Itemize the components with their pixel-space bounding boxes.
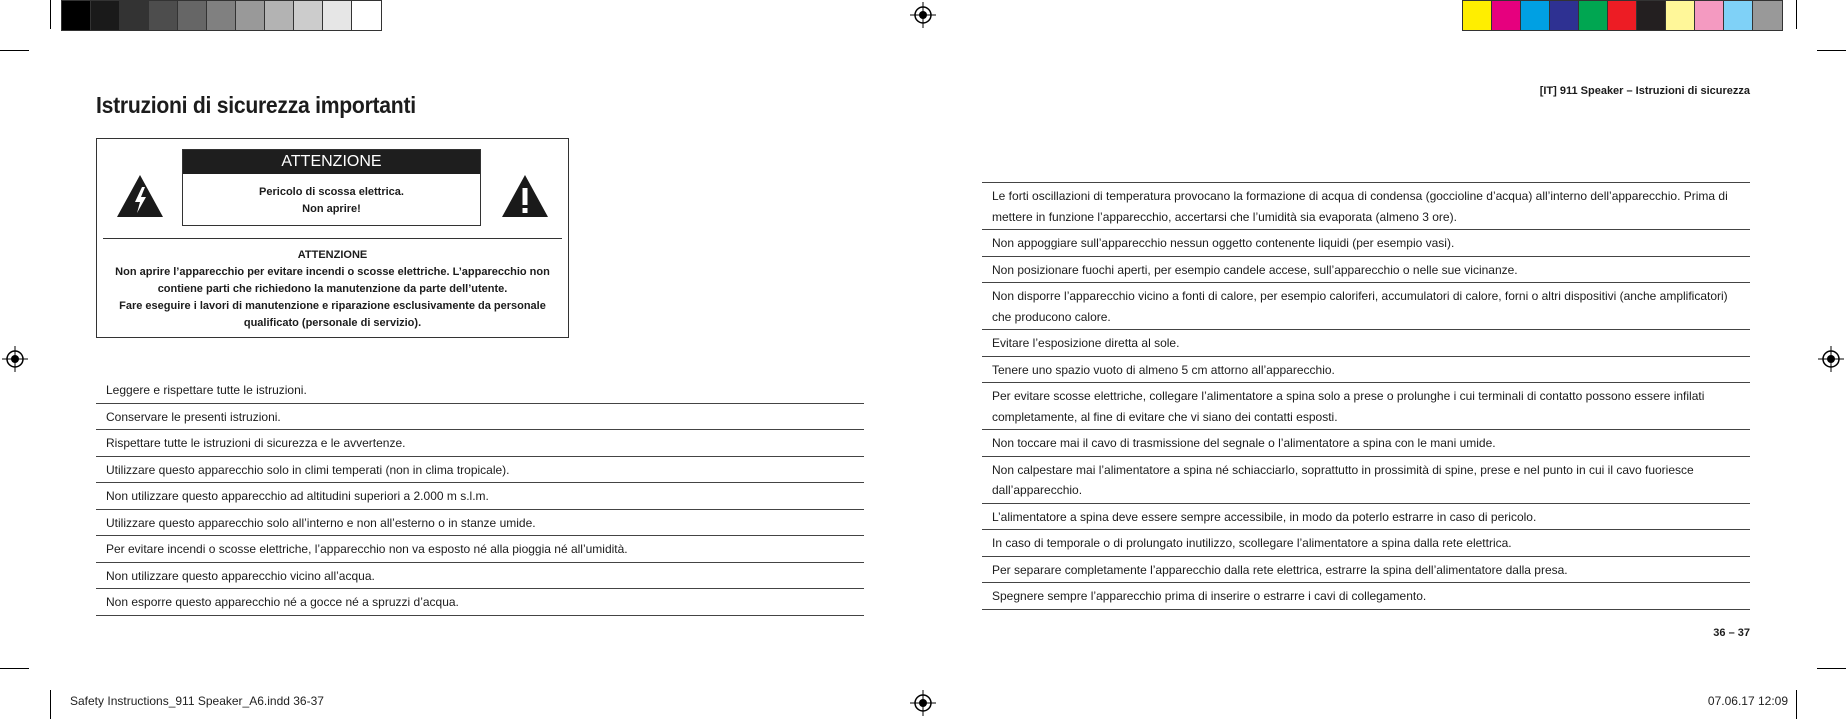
list-item: Non esporre questo apparecchio né a gocce né a spruzzi d’acqua.	[96, 589, 864, 616]
color-swatch	[207, 1, 236, 30]
running-head: [IT] 911 Speaker – Istruzioni di sicurezza	[1539, 85, 1750, 97]
color-swatch	[323, 1, 352, 30]
color-swatch	[1753, 1, 1782, 30]
list-item: Tenere uno spazio vuoto di almeno 5 cm attorno all’apparecchio.	[982, 357, 1750, 384]
color-swatch	[265, 1, 294, 30]
warning-text-line: Non aprire l’apparecchio per evitare incendi o scosse elettriche. L’apparecchio non	[115, 266, 550, 278]
exclamation-warning-icon	[500, 173, 550, 219]
color-swatch	[62, 1, 91, 30]
color-swatch	[294, 1, 323, 30]
registration-mark-icon	[2, 346, 28, 372]
list-item: Non utilizzare questo apparecchio vicino all’acqua.	[96, 563, 864, 590]
list-item: Utilizzare questo apparecchio solo in climi temperati (non in clima tropicale).	[96, 457, 864, 484]
warning-header: ATTENZIONE	[183, 150, 480, 174]
color-swatch	[1608, 1, 1637, 30]
page-numbers: 36 – 37	[1713, 627, 1750, 639]
list-item: Evitare l’esposizione diretta al sole.	[982, 330, 1750, 357]
list-item: Non posizionare fuochi aperti, per esempio candele accese, sull’apparecchio o nelle sue vicinanze.	[982, 257, 1750, 284]
list-item: Non appoggiare sull’apparecchio nessun oggetto contenente liquidi (per esempio vasi).	[982, 230, 1750, 257]
crop-mark	[1817, 668, 1846, 669]
color-swatch	[91, 1, 120, 30]
page-title: Istruzioni di sicurezza importanti	[96, 92, 416, 118]
list-item: L’alimentatore a spina deve essere sempre accessibile, in modo da poterlo estrarre in caso di pericolo.	[982, 504, 1750, 531]
crop-mark	[1796, 690, 1797, 719]
color-swatch	[1695, 1, 1724, 30]
color-swatch	[1666, 1, 1695, 30]
list-item: Leggere e rispettare tutte le istruzioni.	[96, 377, 864, 404]
registration-mark-icon	[910, 2, 936, 28]
list-item: Utilizzare questo apparecchio solo all’interno e non all’esterno o in stanze umide.	[96, 510, 864, 537]
safety-list-right	[982, 182, 1750, 610]
list-item: Per separare completamente l’apparecchio dalla rete elettrica, estrarre la spina dell’alimentatore dalla presa.	[982, 557, 1750, 584]
list-item: In caso di temporale o di prolungato inutilizzo, scollegare l’alimentatore a spina dalla rete elettrica.	[982, 530, 1750, 557]
list-item: Spegnere sempre l’apparecchio prima di inserire o estrarre i cavi di collegamento.	[982, 583, 1750, 610]
list-item: Le forti oscillazioni di temperatura provocano la formazione di acqua di condensa (goccioline d’acqua) all’interno dell’apparecchio. Prima di mettere in funzione l’apparecchio, accertarsi che l’umidità sia evaporata (almeno 3 ore).	[982, 183, 1750, 230]
color-swatch	[1637, 1, 1666, 30]
color-swatch	[1550, 1, 1579, 30]
crop-mark	[1817, 50, 1846, 51]
warning-text-line: Fare eseguire i lavori di manutenzione e riparazione esclusivamente da personale	[119, 300, 546, 312]
electric-shock-warning-icon	[115, 173, 165, 219]
crop-mark	[1796, 0, 1797, 29]
warning-label	[182, 149, 481, 226]
slug-date: 07.06.17 12:09	[1707, 694, 1788, 708]
list-item: Per evitare scosse elettriche, collegare l’alimentatore a spina solo a prese o prolunghe i cui terminali di contatto possono essere infilati completamente, al fine di evitare che vi siano dei contatti esposti.	[982, 383, 1750, 430]
divider	[103, 238, 562, 239]
list-item: Non toccare mai il cavo di trasmissione del segnale o l’alimentatore a spina con le mani umide.	[982, 430, 1750, 457]
crop-mark	[50, 0, 51, 29]
color-swatch	[1579, 1, 1608, 30]
warning-line: Non aprire!	[302, 203, 361, 215]
registration-mark-icon	[910, 690, 936, 716]
warning-heading: ATTENZIONE	[297, 249, 368, 261]
color-swatch	[120, 1, 149, 30]
safety-list-left	[96, 377, 864, 616]
color-swatch	[236, 1, 265, 30]
warning-text-line: contiene parti che richiedono la manutenzione da parte dell’utente.	[157, 283, 508, 295]
crop-mark	[0, 668, 29, 669]
color-swatch	[178, 1, 207, 30]
list-item: Conservare le presenti istruzioni.	[96, 404, 864, 431]
grayscale-color-bar	[61, 0, 382, 31]
slug-file-name: Safety Instructions_911 Speaker_A6.indd 36-37	[70, 694, 324, 708]
list-item: Non calpestare mai l’alimentatore a spina né schiacciarlo, soprattutto in prossimità di spine, prese e nel punto in cui il cavo fuoriesce dall’apparecchio.	[982, 457, 1750, 504]
list-item: Non utilizzare questo apparecchio ad altitudini superiori a 2.000 m s.l.m.	[96, 483, 864, 510]
warning-box	[96, 138, 569, 338]
color-swatch	[1521, 1, 1550, 30]
warning-text-line: qualificato (personale di servizio).	[243, 317, 422, 329]
crop-mark	[50, 690, 51, 719]
color-swatch	[1724, 1, 1753, 30]
color-swatch	[149, 1, 178, 30]
list-item: Per evitare incendi o scosse elettriche, l’apparecchio non va esposto né alla pioggia né all’umidità.	[96, 536, 864, 563]
list-item: Rispettare tutte le istruzioni di sicurezza e le avvertenze.	[96, 430, 864, 457]
list-item: Non disporre l’apparecchio vicino a fonti di calore, per esempio caloriferi, accumulatori di calore, forni o altri dispositivi (anche amplificatori) che producono calore.	[982, 283, 1750, 330]
color-swatch	[1463, 1, 1492, 30]
registration-mark-icon	[1818, 346, 1844, 372]
warning-line: Pericolo di scossa elettrica.	[259, 186, 404, 198]
process-color-bar	[1462, 0, 1783, 31]
color-swatch	[1492, 1, 1521, 30]
color-swatch	[352, 1, 381, 30]
crop-mark	[0, 50, 29, 51]
